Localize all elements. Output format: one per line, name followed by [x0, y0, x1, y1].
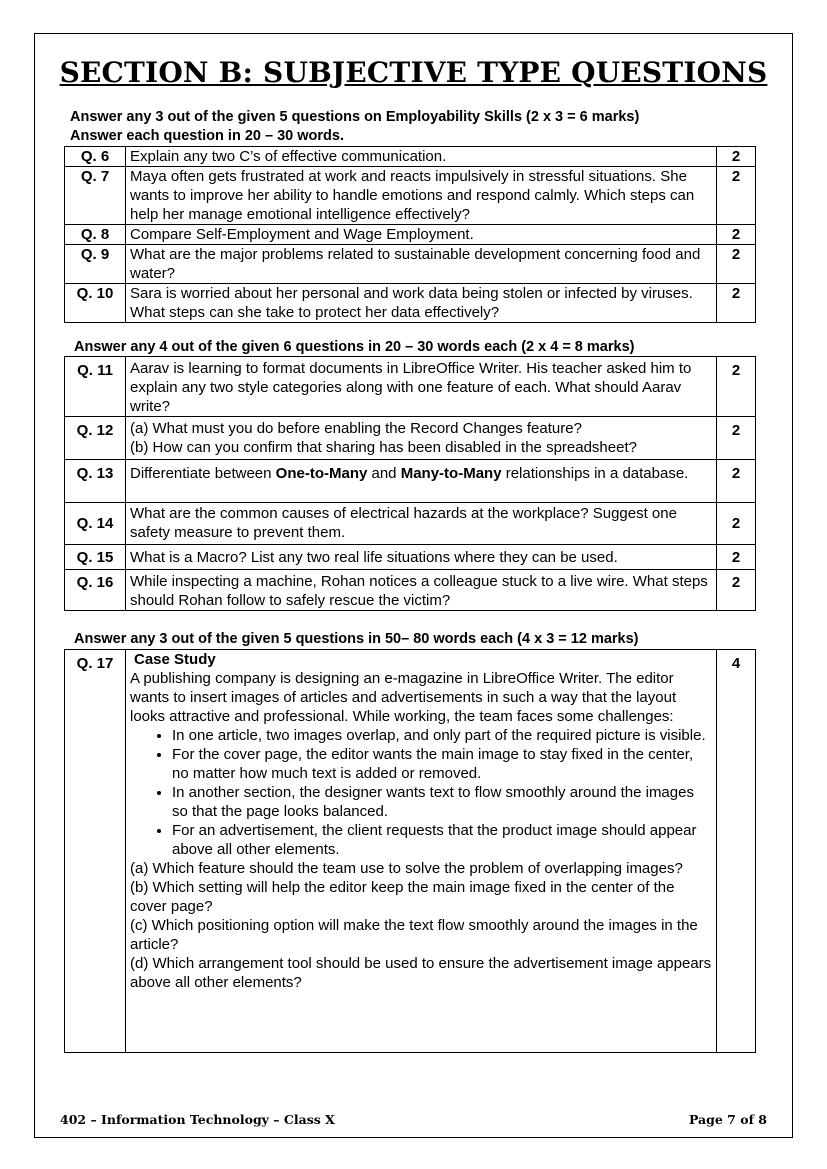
- question-subpart-c: (c) Which positioning option will make the text flow smoothly around the images in the article?: [130, 917, 698, 953]
- text-segment: relationships in a database.: [501, 465, 689, 482]
- part2-question-table: [64, 356, 756, 611]
- question-text: While inspecting a machine, Rohan notices a colleague stuck to a live wire. What steps should Rohan follow to safely rescue the victim?: [126, 570, 717, 611]
- question-row: [65, 503, 756, 545]
- question-text: Maya often gets frustrated at work and reacts impulsively in stressful situations. She wants to improve her ability to handle emotions and respond calmly. Which steps can help her manage emotional intelligence effectively?: [126, 167, 717, 225]
- question-number: Q. 6: [65, 147, 126, 167]
- question-subpart-d: (d) Which arrangement tool should be used to ensure the advertisement image appears above all other elements?: [130, 955, 712, 991]
- question-number: Q. 16: [65, 570, 126, 611]
- question-row: [65, 225, 756, 245]
- question-marks: 2: [717, 284, 756, 323]
- case-study-body: [126, 650, 717, 1053]
- question-row: [65, 570, 756, 611]
- question-text: Compare Self-Employment and Wage Employment.: [126, 225, 717, 245]
- section-title: SECTION B: SUBJECTIVE TYPE QUESTIONS: [59, 56, 768, 89]
- question-marks: 2: [717, 503, 756, 545]
- question-subpart-b: (b) Which setting will help the editor keep the main image fixed in the center of the cover page?: [130, 879, 675, 915]
- case-study-intro: A publishing company is designing an e-magazine in LibreOffice Writer. The editor wants to insert images of articles and advertisements in such a way that the layout looks attractive and professional. While working, the team faces some challenges:: [130, 670, 677, 725]
- question-row: [65, 460, 756, 503]
- footer-page-number: Page 7 of 8: [688, 1112, 767, 1127]
- question-marks: 2: [717, 167, 756, 225]
- question-subpart-b: (b) How can you confirm that sharing has been disabled in the spreadsheet?: [130, 439, 637, 456]
- footer-course: 402 – Information Technology – Class X: [60, 1112, 335, 1127]
- question-number: Q. 17: [65, 650, 126, 1053]
- list-item: • In another section, the designer wants text to flow smoothly around the images so that the page looks balanced.: [172, 783, 712, 821]
- question-text: Sara is worried about her personal and work data being stolen or infected by viruses. What steps can she take to protect her data effectively?: [126, 284, 717, 323]
- text-segment: Differentiate between: [130, 465, 276, 482]
- question-marks: 2: [717, 545, 756, 570]
- question-text: What is a Macro? List any two real life situations where they can be used.: [126, 545, 717, 570]
- question-subpart-a: (a) Which feature should the team use to solve the problem of overlapping images?: [130, 860, 683, 877]
- question-row: [65, 167, 756, 225]
- question-number: Q. 13: [65, 460, 126, 503]
- list-item: • For the cover page, the editor wants the main image to stay fixed in the center, no matter how much text is added or removed.: [172, 745, 712, 783]
- question-marks: 2: [717, 147, 756, 167]
- question-number: Q. 12: [65, 417, 126, 460]
- list-item: • For an advertisement, the client requests that the product image should appear above all other elements.: [172, 821, 712, 859]
- part1-instruction-line1: Answer any 3 out of the given 5 questions on Employability Skills (2 x 3 = 6 marks): [70, 109, 640, 125]
- question-number: Q. 9: [65, 245, 126, 284]
- question-text: What are the common causes of electrical hazards at the workplace? Suggest one safety measure to prevent them.: [126, 503, 717, 545]
- question-text: [126, 417, 717, 460]
- question-marks: 2: [717, 570, 756, 611]
- question-marks: 2: [717, 245, 756, 284]
- question-text: [126, 460, 717, 503]
- part1-instruction-line2: Answer each question in 20 – 30 words.: [70, 128, 344, 144]
- question-number: Q. 8: [65, 225, 126, 245]
- question-text: What are the major problems related to sustainable development concerning food and water?: [126, 245, 717, 284]
- question-marks: 2: [717, 460, 756, 503]
- question-text: Aarav is learning to format documents in LibreOffice Writer. His teacher asked him to explain any two style categories along with one feature of each. What should Aarav write?: [126, 357, 717, 417]
- question-text: Explain any two C’s of effective communication.: [126, 147, 717, 167]
- part2-instruction: Answer any 4 out of the given 6 questions in 20 – 30 words each (2 x 4 = 8 marks): [74, 339, 635, 355]
- question-number: Q. 15: [65, 545, 126, 570]
- question-row: [65, 417, 756, 460]
- question-row: [65, 147, 756, 167]
- part3-question-table: [64, 649, 756, 1053]
- question-row: [65, 545, 756, 570]
- question-marks: 2: [717, 225, 756, 245]
- case-study-heading: Case Study: [134, 651, 216, 668]
- bold-term: One-to-Many: [275, 465, 368, 482]
- part1-question-table: [64, 146, 756, 323]
- text-segment: and: [367, 465, 401, 482]
- list-item: • In one article, two images overlap, and only part of the required picture is visible.: [172, 726, 712, 745]
- part3-instruction: Answer any 3 out of the given 5 questions in 50– 80 words each (4 x 3 = 12 marks): [74, 631, 639, 647]
- question-number: Q. 14: [65, 503, 126, 545]
- question-subpart-a: (a) What must you do before enabling the Record Changes feature?: [130, 420, 582, 437]
- question-number: Q. 10: [65, 284, 126, 323]
- question-row: [65, 245, 756, 284]
- question-row: [65, 284, 756, 323]
- bold-term: Many-to-Many: [400, 465, 502, 482]
- question-marks: 2: [717, 417, 756, 460]
- question-marks: 4: [717, 650, 756, 1053]
- question-row: [65, 357, 756, 417]
- question-marks: 2: [717, 357, 756, 417]
- question-row: [65, 650, 756, 1053]
- challenge-list: [130, 726, 712, 859]
- question-number: Q. 7: [65, 167, 126, 225]
- question-number: Q. 11: [65, 357, 126, 417]
